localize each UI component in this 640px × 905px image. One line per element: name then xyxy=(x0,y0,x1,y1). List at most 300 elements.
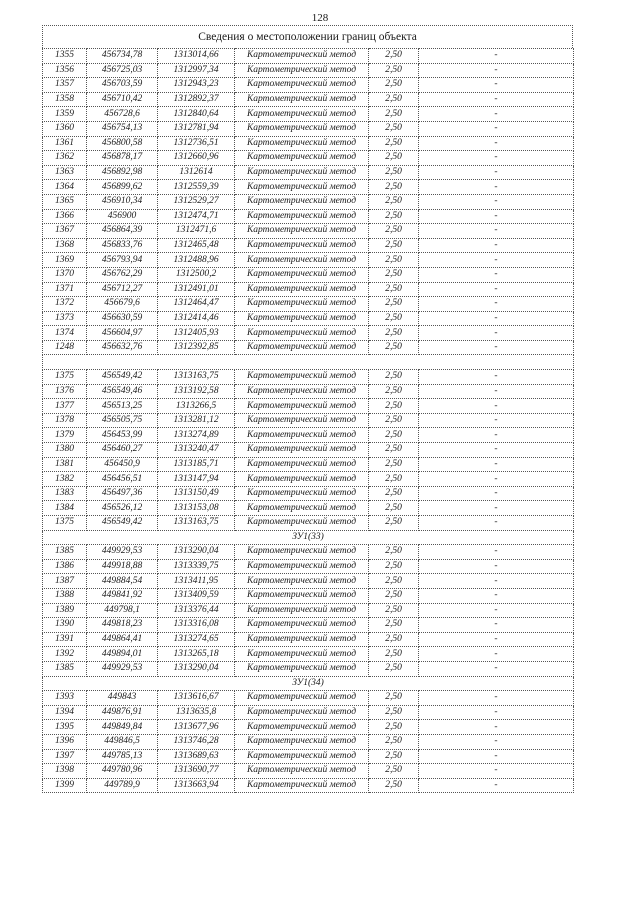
y-coordinate-cell: 1312660,96 xyxy=(158,151,235,166)
description-cell: - xyxy=(419,413,574,428)
point-number-cell: 1371 xyxy=(43,282,87,297)
table-row xyxy=(43,661,574,676)
point-number-cell: 1355 xyxy=(43,49,87,64)
accuracy-cell: 2,50 xyxy=(369,194,419,209)
table-row xyxy=(43,472,574,487)
y-coordinate-cell: 1312840,64 xyxy=(158,107,235,122)
point-number-cell: 1364 xyxy=(43,180,87,195)
y-coordinate-cell: 1313185,71 xyxy=(158,457,235,472)
x-coordinate-cell: 456526,12 xyxy=(87,501,158,516)
table-row xyxy=(43,326,574,341)
point-number-cell: 1387 xyxy=(43,574,87,589)
description-cell: - xyxy=(419,588,574,603)
y-coordinate-cell: 1312414,46 xyxy=(158,311,235,326)
method-cell: Картометрический метод xyxy=(235,267,369,282)
y-coordinate-cell: 1313265,18 xyxy=(158,647,235,662)
method-cell: Картометрический метод xyxy=(235,705,369,720)
method-cell: Картометрический метод xyxy=(235,516,369,531)
table-row xyxy=(43,501,574,516)
point-number-cell: 1368 xyxy=(43,238,87,253)
x-coordinate-cell: 456734,78 xyxy=(87,49,158,64)
x-coordinate-cell: 456453,99 xyxy=(87,428,158,443)
accuracy-cell: 2,50 xyxy=(369,647,419,662)
table-row xyxy=(43,267,574,282)
accuracy-cell: 2,50 xyxy=(369,297,419,312)
x-coordinate-cell: 449929,53 xyxy=(87,661,158,676)
table-row xyxy=(43,588,574,603)
method-cell: Картометрический метод xyxy=(235,311,369,326)
y-coordinate-cell: 1313635,8 xyxy=(158,705,235,720)
table-row xyxy=(43,574,574,589)
table-row xyxy=(43,778,574,793)
accuracy-cell: 2,50 xyxy=(369,486,419,501)
table-row xyxy=(43,749,574,764)
method-cell: Картометрический метод xyxy=(235,647,369,662)
x-coordinate-cell: 456679,6 xyxy=(87,297,158,312)
y-coordinate-cell: 1312997,34 xyxy=(158,63,235,78)
table-row xyxy=(43,720,574,735)
y-coordinate-cell: 1312781,94 xyxy=(158,121,235,136)
x-coordinate-cell: 456710,42 xyxy=(87,92,158,107)
table-row xyxy=(43,282,574,297)
description-cell: - xyxy=(419,545,574,560)
method-cell: Картометрический метод xyxy=(235,734,369,749)
method-cell: Картометрический метод xyxy=(235,136,369,151)
accuracy-cell: 2,50 xyxy=(369,661,419,676)
table-row xyxy=(43,618,574,633)
method-cell: Картометрический метод xyxy=(235,764,369,779)
description-cell: - xyxy=(419,749,574,764)
section-label: ЗУ1(34) xyxy=(43,676,574,691)
description-cell: - xyxy=(419,618,574,633)
point-number-cell: 1380 xyxy=(43,443,87,458)
accuracy-cell: 2,50 xyxy=(369,326,419,341)
point-number-cell: 1383 xyxy=(43,486,87,501)
point-number-cell: 1386 xyxy=(43,559,87,574)
description-cell: - xyxy=(419,720,574,735)
description-cell: - xyxy=(419,647,574,662)
method-cell: Картометрический метод xyxy=(235,209,369,224)
x-coordinate-cell: 449918,88 xyxy=(87,559,158,574)
y-coordinate-cell: 1312943,23 xyxy=(158,78,235,93)
x-coordinate-cell: 456450,9 xyxy=(87,457,158,472)
description-cell: - xyxy=(419,92,574,107)
table-row xyxy=(43,559,574,574)
accuracy-cell: 2,50 xyxy=(369,107,419,122)
y-coordinate-cell: 1312464,47 xyxy=(158,297,235,312)
y-coordinate-cell: 1313153,08 xyxy=(158,501,235,516)
x-coordinate-cell: 456725,03 xyxy=(87,63,158,78)
y-coordinate-cell: 1313014,66 xyxy=(158,49,235,64)
description-cell: - xyxy=(419,472,574,487)
x-coordinate-cell: 449841,92 xyxy=(87,588,158,603)
point-number-cell: 1397 xyxy=(43,749,87,764)
description-cell: - xyxy=(419,603,574,618)
description-cell: - xyxy=(419,209,574,224)
y-coordinate-cell: 1312392,85 xyxy=(158,340,235,355)
y-coordinate-cell: 1313266,5 xyxy=(158,399,235,414)
x-coordinate-cell: 449864,41 xyxy=(87,632,158,647)
method-cell: Картометрический метод xyxy=(235,399,369,414)
point-number-cell: 1391 xyxy=(43,632,87,647)
method-cell: Картометрический метод xyxy=(235,340,369,355)
method-cell: Картометрический метод xyxy=(235,107,369,122)
description-cell: - xyxy=(419,267,574,282)
table-row xyxy=(43,180,574,195)
x-coordinate-cell: 456910,34 xyxy=(87,194,158,209)
method-cell: Картометрический метод xyxy=(235,443,369,458)
point-number-cell: 1362 xyxy=(43,151,87,166)
x-coordinate-cell: 456712,27 xyxy=(87,282,158,297)
method-cell: Картометрический метод xyxy=(235,370,369,385)
description-cell: - xyxy=(419,370,574,385)
accuracy-cell: 2,50 xyxy=(369,764,419,779)
x-coordinate-cell: 456632,76 xyxy=(87,340,158,355)
y-coordinate-cell: 1313147,94 xyxy=(158,472,235,487)
table-row xyxy=(43,107,574,122)
accuracy-cell: 2,50 xyxy=(369,78,419,93)
accuracy-cell: 2,50 xyxy=(369,778,419,793)
x-coordinate-cell: 456604,97 xyxy=(87,326,158,341)
method-cell: Картометрический метод xyxy=(235,63,369,78)
description-cell: - xyxy=(419,428,574,443)
y-coordinate-cell: 1312488,96 xyxy=(158,253,235,268)
point-number-cell: 1381 xyxy=(43,457,87,472)
x-coordinate-cell: 456762,29 xyxy=(87,267,158,282)
point-number-cell: 1393 xyxy=(43,691,87,706)
table-row xyxy=(43,413,574,428)
y-coordinate-cell: 1312405,93 xyxy=(158,326,235,341)
table-row xyxy=(43,384,574,399)
x-coordinate-cell: 456513,25 xyxy=(87,399,158,414)
description-cell: - xyxy=(419,778,574,793)
method-cell: Картометрический метод xyxy=(235,603,369,618)
table-row xyxy=(43,151,574,166)
y-coordinate-cell: 1313163,75 xyxy=(158,516,235,531)
accuracy-cell: 2,50 xyxy=(369,224,419,239)
method-cell: Картометрический метод xyxy=(235,632,369,647)
method-cell: Картометрический метод xyxy=(235,661,369,676)
point-number-cell: 1372 xyxy=(43,297,87,312)
point-number-cell: 1398 xyxy=(43,764,87,779)
accuracy-cell: 2,50 xyxy=(369,588,419,603)
table-body xyxy=(43,49,574,793)
point-number-cell: 1373 xyxy=(43,311,87,326)
y-coordinate-cell: 1312500,2 xyxy=(158,267,235,282)
accuracy-cell: 2,50 xyxy=(369,121,419,136)
description-cell: - xyxy=(419,574,574,589)
x-coordinate-cell: 456703,59 xyxy=(87,78,158,93)
y-coordinate-cell: 1313663,94 xyxy=(158,778,235,793)
y-coordinate-cell: 1313411,95 xyxy=(158,574,235,589)
x-coordinate-cell: 456793,94 xyxy=(87,253,158,268)
point-number-cell: 1379 xyxy=(43,428,87,443)
y-coordinate-cell: 1313192,58 xyxy=(158,384,235,399)
description-cell: - xyxy=(419,501,574,516)
accuracy-cell: 2,50 xyxy=(369,384,419,399)
table-row xyxy=(43,92,574,107)
y-coordinate-cell: 1313339,75 xyxy=(158,559,235,574)
y-coordinate-cell: 1313689,63 xyxy=(158,749,235,764)
y-coordinate-cell: 1313281,12 xyxy=(158,413,235,428)
table-row xyxy=(43,209,574,224)
accuracy-cell: 2,50 xyxy=(369,165,419,180)
accuracy-cell: 2,50 xyxy=(369,734,419,749)
method-cell: Картометрический метод xyxy=(235,49,369,64)
accuracy-cell: 2,50 xyxy=(369,267,419,282)
point-number-cell: 1356 xyxy=(43,63,87,78)
table-row xyxy=(43,764,574,779)
table-row xyxy=(43,121,574,136)
y-coordinate-cell: 1313150,49 xyxy=(158,486,235,501)
method-cell: Картометрический метод xyxy=(235,428,369,443)
method-cell: Картометрический метод xyxy=(235,691,369,706)
accuracy-cell: 2,50 xyxy=(369,618,419,633)
description-cell: - xyxy=(419,121,574,136)
point-number-cell: 1370 xyxy=(43,267,87,282)
x-coordinate-cell: 456754,13 xyxy=(87,121,158,136)
method-cell: Картометрический метод xyxy=(235,472,369,487)
accuracy-cell: 2,50 xyxy=(369,632,419,647)
accuracy-cell: 2,50 xyxy=(369,603,419,618)
document xyxy=(42,25,573,793)
table-row xyxy=(43,443,574,458)
table-row xyxy=(43,516,574,531)
description-cell: - xyxy=(419,297,574,312)
table-row xyxy=(43,165,574,180)
separator-cell xyxy=(43,355,574,370)
page-number: 128 xyxy=(311,12,329,24)
method-cell: Картометрический метод xyxy=(235,457,369,472)
point-number-cell: 1384 xyxy=(43,501,87,516)
point-number-cell: 1361 xyxy=(43,136,87,151)
table-row xyxy=(43,224,574,239)
y-coordinate-cell: 1313290,04 xyxy=(158,661,235,676)
point-number-cell: 1365 xyxy=(43,194,87,209)
method-cell: Картометрический метод xyxy=(235,180,369,195)
y-coordinate-cell: 1312465,48 xyxy=(158,238,235,253)
table-title: Сведения о местоположении границ объекта xyxy=(42,25,573,48)
table-row xyxy=(43,340,574,355)
y-coordinate-cell: 1313690,77 xyxy=(158,764,235,779)
accuracy-cell: 2,50 xyxy=(369,457,419,472)
x-coordinate-cell: 456549,42 xyxy=(87,370,158,385)
table-row xyxy=(43,63,574,78)
method-cell: Картометрический метод xyxy=(235,778,369,793)
x-coordinate-cell: 449894,01 xyxy=(87,647,158,662)
description-cell: - xyxy=(419,311,574,326)
x-coordinate-cell: 456497,36 xyxy=(87,486,158,501)
accuracy-cell: 2,50 xyxy=(369,691,419,706)
x-coordinate-cell: 449789,9 xyxy=(87,778,158,793)
method-cell: Картометрический метод xyxy=(235,559,369,574)
table-row xyxy=(43,238,574,253)
accuracy-cell: 2,50 xyxy=(369,545,419,560)
point-number-cell: 1375 xyxy=(43,370,87,385)
point-number-cell: 1363 xyxy=(43,165,87,180)
accuracy-cell: 2,50 xyxy=(369,180,419,195)
description-cell: - xyxy=(419,49,574,64)
x-coordinate-cell: 456549,42 xyxy=(87,516,158,531)
x-coordinate-cell: 449843 xyxy=(87,691,158,706)
method-cell: Картометрический метод xyxy=(235,297,369,312)
x-coordinate-cell: 456833,76 xyxy=(87,238,158,253)
method-cell: Картометрический метод xyxy=(235,253,369,268)
point-number-cell: 1358 xyxy=(43,92,87,107)
point-number-cell: 1374 xyxy=(43,326,87,341)
y-coordinate-cell: 1312491,01 xyxy=(158,282,235,297)
method-cell: Картометрический метод xyxy=(235,282,369,297)
accuracy-cell: 2,50 xyxy=(369,209,419,224)
method-cell: Картометрический метод xyxy=(235,486,369,501)
accuracy-cell: 2,50 xyxy=(369,253,419,268)
accuracy-cell: 2,50 xyxy=(369,443,419,458)
x-coordinate-cell: 456728,6 xyxy=(87,107,158,122)
method-cell: Картометрический метод xyxy=(235,720,369,735)
y-coordinate-cell: 1313274,89 xyxy=(158,428,235,443)
table-row xyxy=(43,194,574,209)
description-cell: - xyxy=(419,107,574,122)
point-number-cell: 1399 xyxy=(43,778,87,793)
table-row xyxy=(43,78,574,93)
method-cell: Картометрический метод xyxy=(235,121,369,136)
accuracy-cell: 2,50 xyxy=(369,92,419,107)
x-coordinate-cell: 456864,39 xyxy=(87,224,158,239)
y-coordinate-cell: 1313746,28 xyxy=(158,734,235,749)
point-number-cell: 1390 xyxy=(43,618,87,633)
table-row xyxy=(43,647,574,662)
method-cell: Картометрический метод xyxy=(235,618,369,633)
x-coordinate-cell: 449780,96 xyxy=(87,764,158,779)
x-coordinate-cell: 456505,75 xyxy=(87,413,158,428)
description-cell: - xyxy=(419,238,574,253)
description-cell: - xyxy=(419,326,574,341)
description-cell: - xyxy=(419,136,574,151)
y-coordinate-cell: 1313316,08 xyxy=(158,618,235,633)
table-row xyxy=(43,457,574,472)
method-cell: Картометрический метод xyxy=(235,501,369,516)
accuracy-cell: 2,50 xyxy=(369,136,419,151)
point-number-cell: 1392 xyxy=(43,647,87,662)
point-number-cell: 1378 xyxy=(43,413,87,428)
section-header-row xyxy=(43,530,574,545)
method-cell: Картометрический метод xyxy=(235,238,369,253)
description-cell: - xyxy=(419,63,574,78)
method-cell: Картометрический метод xyxy=(235,749,369,764)
accuracy-cell: 2,50 xyxy=(369,705,419,720)
description-cell: - xyxy=(419,399,574,414)
accuracy-cell: 2,50 xyxy=(369,238,419,253)
point-number-cell: 1382 xyxy=(43,472,87,487)
table-row xyxy=(43,632,574,647)
y-coordinate-cell: 1312892,37 xyxy=(158,92,235,107)
accuracy-cell: 2,50 xyxy=(369,472,419,487)
point-number-cell: 1369 xyxy=(43,253,87,268)
y-coordinate-cell: 1313677,96 xyxy=(158,720,235,735)
accuracy-cell: 2,50 xyxy=(369,49,419,64)
method-cell: Картометрический метод xyxy=(235,588,369,603)
description-cell: - xyxy=(419,632,574,647)
point-number-cell: 1394 xyxy=(43,705,87,720)
point-number-cell: 1366 xyxy=(43,209,87,224)
description-cell: - xyxy=(419,78,574,93)
accuracy-cell: 2,50 xyxy=(369,282,419,297)
method-cell: Картометрический метод xyxy=(235,545,369,560)
point-number-cell: 1357 xyxy=(43,78,87,93)
point-number-cell: 1367 xyxy=(43,224,87,239)
point-number-cell: 1385 xyxy=(43,661,87,676)
description-cell: - xyxy=(419,764,574,779)
accuracy-cell: 2,50 xyxy=(369,311,419,326)
accuracy-cell: 2,50 xyxy=(369,151,419,166)
description-cell: - xyxy=(419,384,574,399)
description-cell: - xyxy=(419,559,574,574)
method-cell: Картометрический метод xyxy=(235,194,369,209)
method-cell: Картометрический метод xyxy=(235,78,369,93)
table-row xyxy=(43,428,574,443)
section-label: ЗУ1(33) xyxy=(43,530,574,545)
x-coordinate-cell: 449849,84 xyxy=(87,720,158,735)
description-cell: - xyxy=(419,661,574,676)
y-coordinate-cell: 1312614 xyxy=(158,165,235,180)
description-cell: - xyxy=(419,705,574,720)
accuracy-cell: 2,50 xyxy=(369,574,419,589)
x-coordinate-cell: 449798,1 xyxy=(87,603,158,618)
method-cell: Картометрический метод xyxy=(235,165,369,180)
description-cell: - xyxy=(419,165,574,180)
y-coordinate-cell: 1313376,44 xyxy=(158,603,235,618)
point-number-cell: 1359 xyxy=(43,107,87,122)
method-cell: Картометрический метод xyxy=(235,326,369,341)
table-row xyxy=(43,603,574,618)
y-coordinate-cell: 1313163,75 xyxy=(158,370,235,385)
accuracy-cell: 2,50 xyxy=(369,749,419,764)
accuracy-cell: 2,50 xyxy=(369,370,419,385)
separator-row xyxy=(43,355,574,370)
y-coordinate-cell: 1312736,51 xyxy=(158,136,235,151)
section-header-row xyxy=(43,676,574,691)
description-cell: - xyxy=(419,224,574,239)
y-coordinate-cell: 1313290,04 xyxy=(158,545,235,560)
table-row xyxy=(43,253,574,268)
y-coordinate-cell: 1312559,39 xyxy=(158,180,235,195)
point-number-cell: 1385 xyxy=(43,545,87,560)
point-number-cell: 1376 xyxy=(43,384,87,399)
accuracy-cell: 2,50 xyxy=(369,516,419,531)
accuracy-cell: 2,50 xyxy=(369,559,419,574)
table-row xyxy=(43,734,574,749)
x-coordinate-cell: 456892,98 xyxy=(87,165,158,180)
y-coordinate-cell: 1312474,71 xyxy=(158,209,235,224)
method-cell: Картометрический метод xyxy=(235,92,369,107)
y-coordinate-cell: 1313274,65 xyxy=(158,632,235,647)
x-coordinate-cell: 449846,5 xyxy=(87,734,158,749)
point-number-cell: 1248 xyxy=(43,340,87,355)
description-cell: - xyxy=(419,151,574,166)
description-cell: - xyxy=(419,282,574,297)
table-row xyxy=(43,297,574,312)
accuracy-cell: 2,50 xyxy=(369,428,419,443)
point-number-cell: 1388 xyxy=(43,588,87,603)
x-coordinate-cell: 456899,62 xyxy=(87,180,158,195)
accuracy-cell: 2,50 xyxy=(369,501,419,516)
description-cell: - xyxy=(419,443,574,458)
x-coordinate-cell: 456460,27 xyxy=(87,443,158,458)
table-row xyxy=(43,545,574,560)
point-number-cell: 1389 xyxy=(43,603,87,618)
accuracy-cell: 2,50 xyxy=(369,399,419,414)
accuracy-cell: 2,50 xyxy=(369,63,419,78)
